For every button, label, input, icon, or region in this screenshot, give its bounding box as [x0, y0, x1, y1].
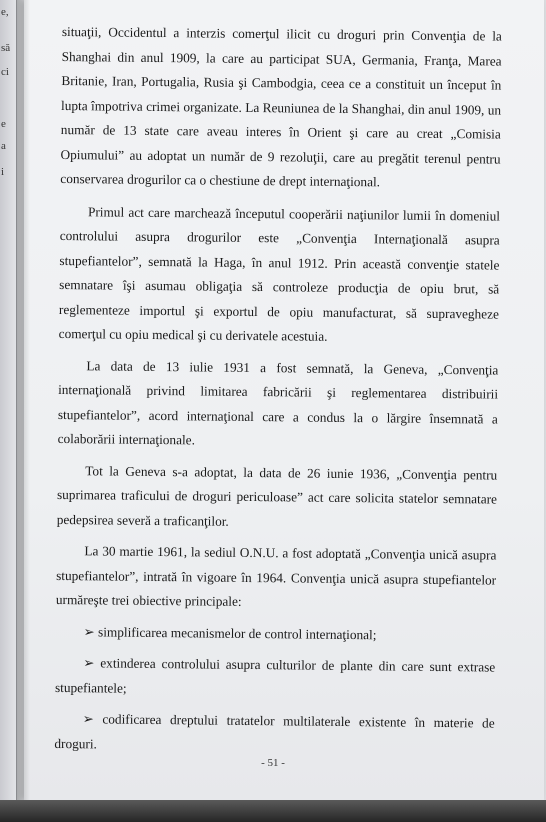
paragraph-geneva-1931: La data de 13 iulie 1931 a fost semnată, la Geneva, „Convenţia internaţională privind limitarea fabricării şi reglementarea distribuirii stupefiantelor”, acord internaţional care a condus la o lărgire însemnată a colaborării internaţionale.: [57, 357, 499, 448]
page-body-text: [54, 20, 502, 768]
spine-shadow: [16, 0, 30, 822]
margin-fragment: ci: [1, 66, 9, 78]
bullet-item: [55, 651, 495, 705]
bullet-text: extinderea controlului asupra culturilor de plante din care sunt extrase stupefiantele;: [54, 655, 496, 696]
page-number: - 51 -: [261, 757, 285, 769]
margin-fragment: i: [1, 166, 5, 178]
bullet-item: [55, 619, 495, 648]
bullet-text: simplificarea mecanismelor de control internaţional;: [98, 623, 377, 642]
bullet-item: [54, 707, 494, 761]
margin-fragment: să: [1, 42, 11, 54]
previous-page-margin: [0, 0, 17, 822]
margin-fragment: e: [1, 118, 6, 130]
bullet-arrow-icon: ➢: [83, 623, 95, 639]
paragraph-onu-1961: La 30 martie 1961, la sediul O.N.U. a fost adoptată „Convenţia unică asupra stupefiantelor”, intrată în vigoare în 1964. Convenţia unică asupra stupefiantelor urmăreşte trei obiective principale:: [55, 543, 497, 609]
bullet-text: codificarea dreptului tratatelor multilaterale existente în materie de droguri.: [54, 711, 495, 751]
table-surface-below-page: [0, 800, 546, 822]
paragraph-shanghai: situaţii, Occidentul a interzis comerţul ilicit cu droguri prin Convenţia de la Shanghai din anul 1909, la care au participat SUA, Germania, Franţa, Marea Britanie, Iran, Portugalia, Rusia şi Cambodgia, ceea ce a constituit un început în lupta împotriva crimei organizate. La Reuniunea de la Shanghai, din anul 1909, un număr de 13 state care aveau interes în Orient şi care au creat „Comisia Opiumului” au adoptat un număr de 9 rezoluţii, care au pregătit terenul pentru conservarea drogurilor ca o chestiune de drept internaţional.: [60, 23, 502, 190]
bullet-arrow-icon: ➢: [83, 655, 95, 671]
bullet-arrow-icon: ➢: [82, 711, 94, 727]
margin-fragment: e,: [1, 6, 9, 18]
paragraph-geneva-1936: Tot la Geneva s-a adoptat, la data de 26 iunie 1936, „Convenţia pentru suprimarea traficului de droguri periculoase” act care solicita statelor semnatare pedepsirea severă a traficanţilor.: [56, 462, 498, 529]
paragraph-hague-1912: Primul act care marchează începutul cooperării naţiunilor lumii în domeniul controlului asupra drogurilor este „Convenţia Internaţională asupra stupefiantelor”, semnată la Haga, în anul 1912. Prin această convenţie statele semnatare îşi asumau obligaţia să controleze producţia de opiu brut, să reglementeze importul şi exportul de opiu manufacturat, să supravegheze comerţul cu opiu medical şi cu derivatele acestuia.: [58, 203, 501, 344]
margin-fragment: a: [1, 140, 6, 152]
